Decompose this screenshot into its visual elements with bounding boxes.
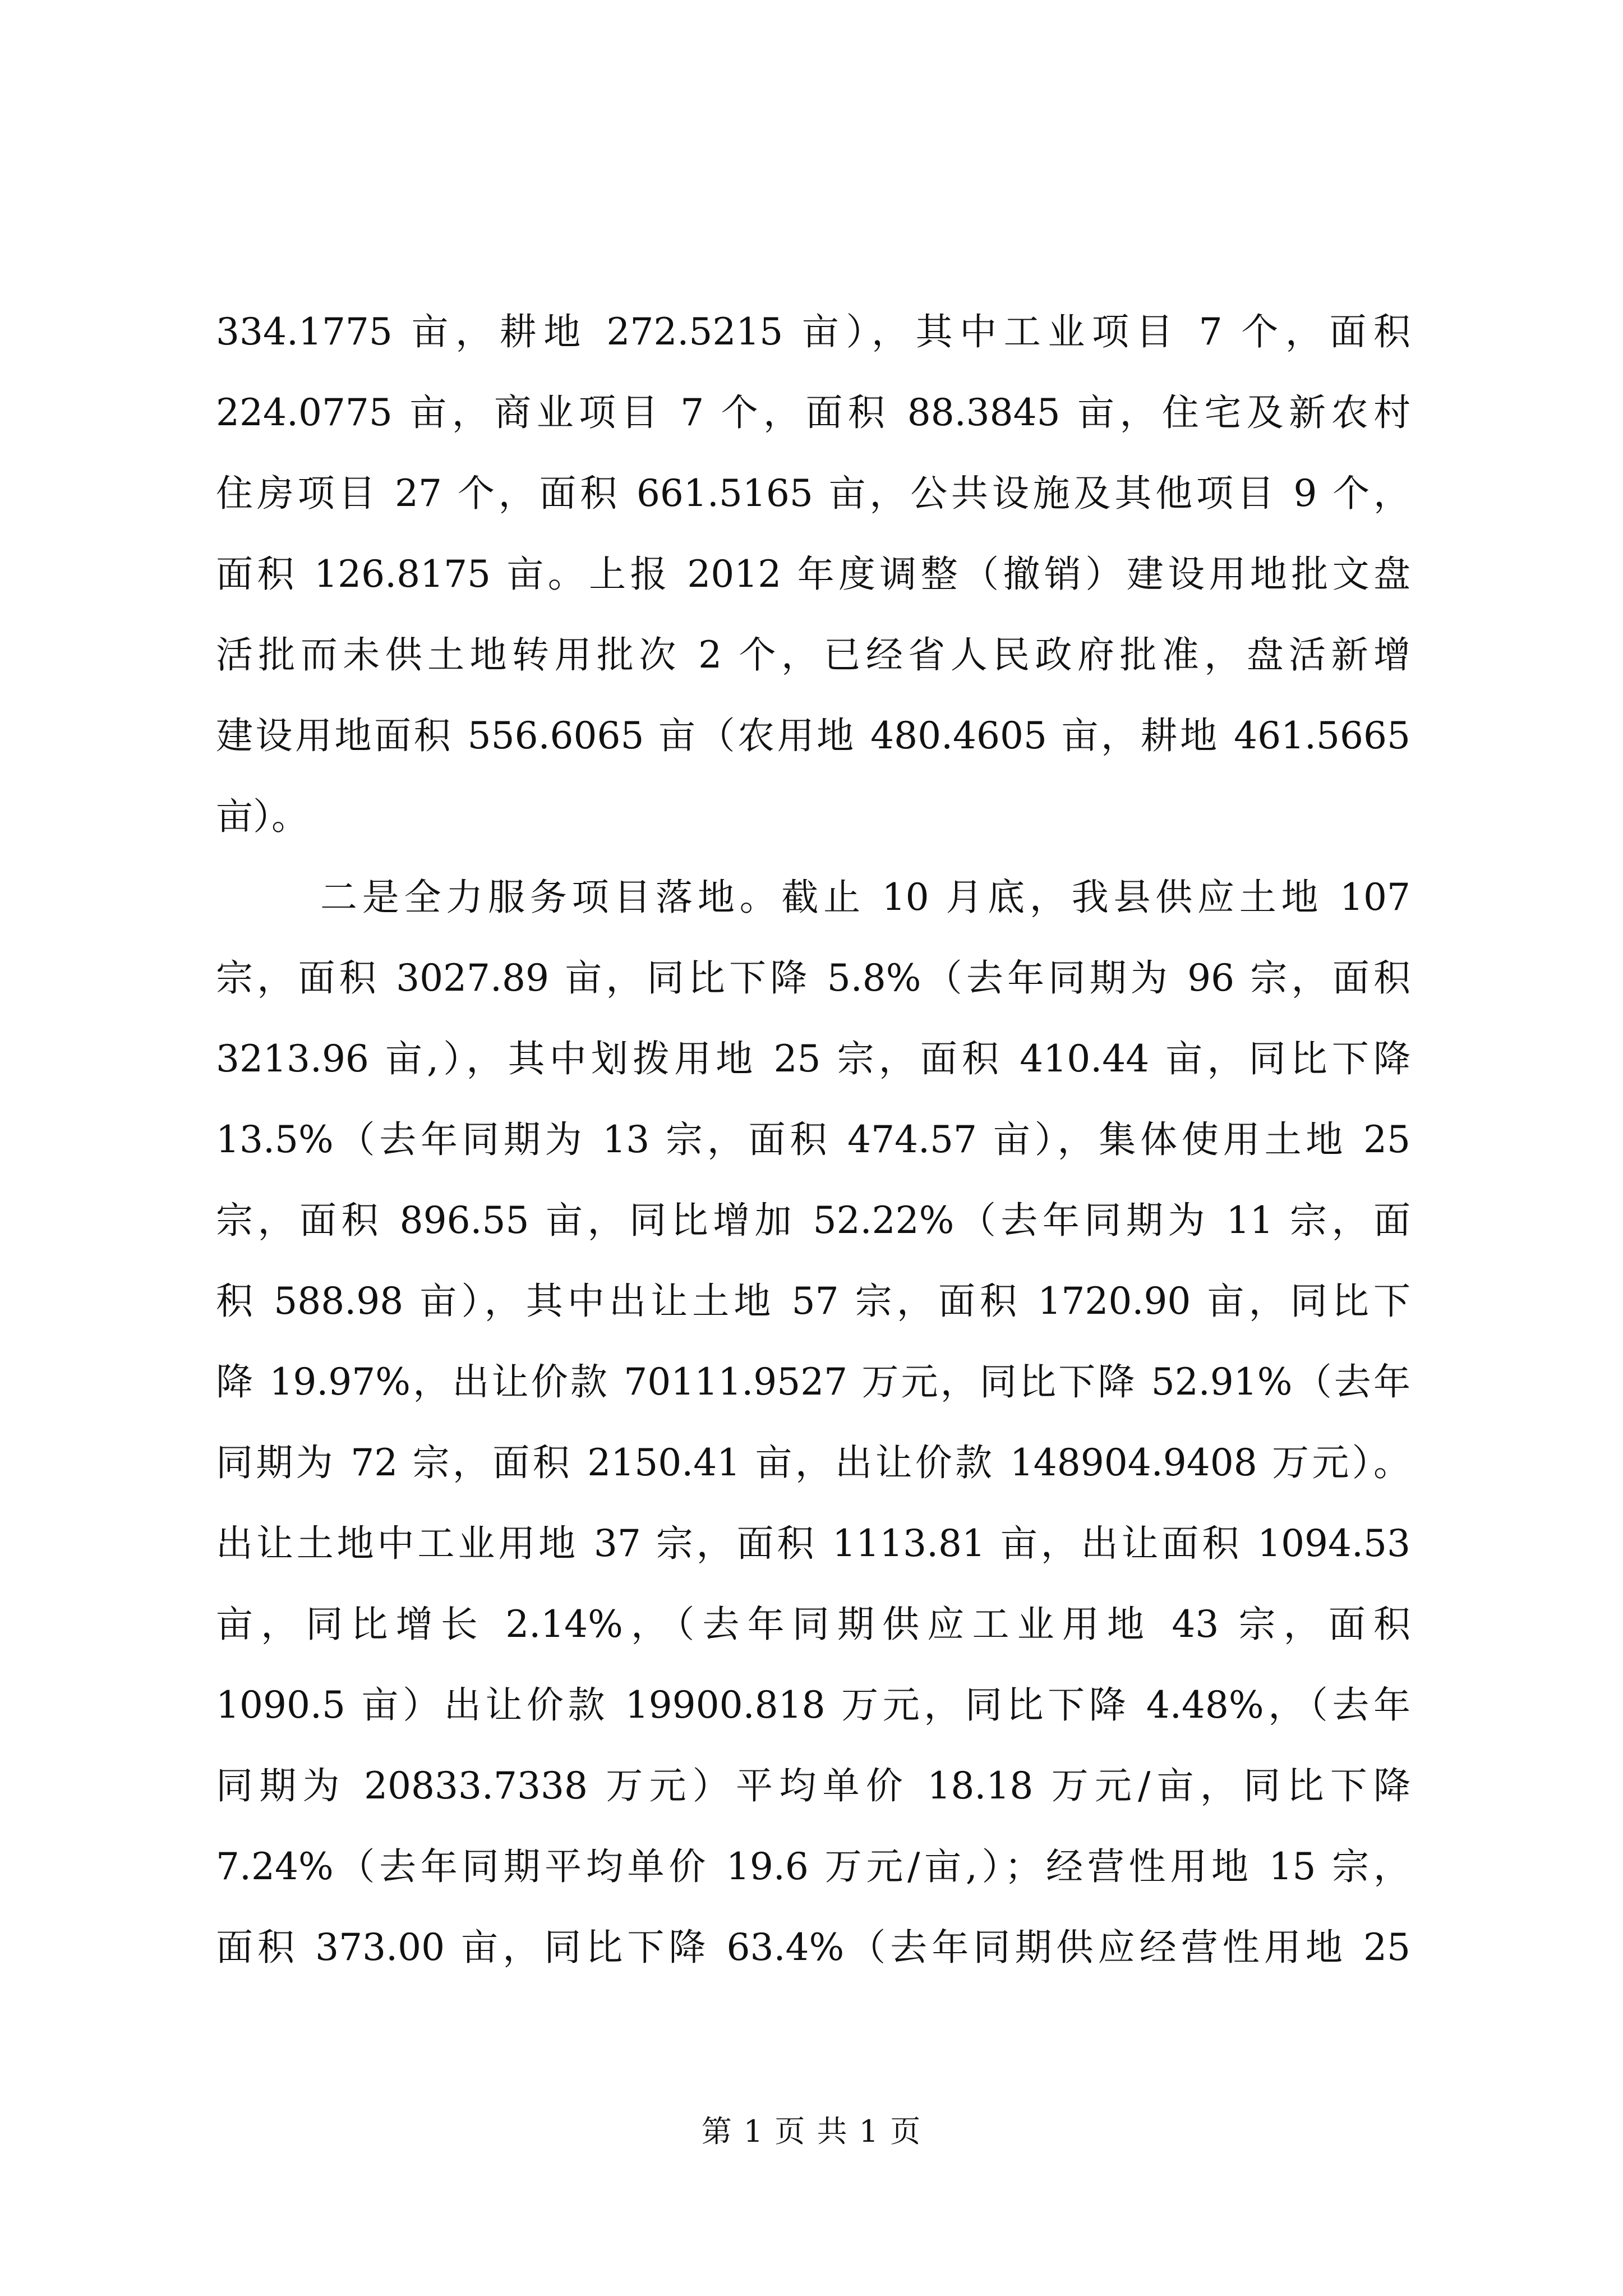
text-line: 宗，面积 896.55 亩，同比增加 52.22%（去年同期为 11 宗，面 bbox=[216, 1199, 1410, 1242]
body-text bbox=[216, 292, 1410, 1988]
text-line: 活批而未供土地转用批次 2 个，已经省人民政府批准，盘活新增 bbox=[216, 633, 1410, 677]
text-line: 降 19.97%，出让价款 70111.9527 万元，同比下降 52.91%（去年 bbox=[216, 1360, 1410, 1404]
text-line: 同期为 72 宗，面积 2150.41 亩，出让价款 148904.9408 万元）。 bbox=[216, 1441, 1410, 1484]
text-line: 1090.5 亩）出让价款 19900.818 万元，同比下降 4.48%，（去年 bbox=[216, 1683, 1410, 1727]
text-line: 亩）。 bbox=[216, 795, 308, 838]
paragraph-start-line: 二是全力服务项目落地。截止 10 月底，我县供应土地 107 bbox=[320, 876, 1410, 919]
text-line: 住房项目 27 个，面积 661.5165 亩，公共设施及其他项目 9 个， bbox=[216, 472, 1410, 515]
text-line: 334.1775 亩，耕地 272.5215 亩），其中工业项目 7 个，面积 bbox=[216, 310, 1410, 353]
text-line: 3213.96 亩,），其中划拨用地 25 宗，面积 410.44 亩，同比下降 bbox=[216, 1037, 1410, 1080]
text-line: 积 588.98 亩），其中出让土地 57 宗，面积 1720.90 亩，同比下 bbox=[216, 1280, 1410, 1323]
text-line: 宗，面积 3027.89 亩，同比下降 5.8%（去年同期为 96 宗，面积 bbox=[216, 956, 1410, 1000]
text-line: 同期为 20833.7338 万元）平均单价 18.18 万元/亩，同比下降 bbox=[216, 1764, 1410, 1807]
text-line: 面积 126.8175 亩。上报 2012 年度调整（撤销）建设用地批文盘 bbox=[216, 553, 1410, 596]
text-line: 面积 373.00 亩，同比下降 63.4%（去年同期供应经营性用地 25 bbox=[216, 1926, 1410, 1969]
text-line: 13.5%（去年同期为 13 宗，面积 474.57 亩），集体使用土地 25 bbox=[216, 1118, 1410, 1161]
text-line: 7.24%（去年同期平均单价 19.6 万元/亩,）；经营性用地 15 宗， bbox=[216, 1845, 1410, 1888]
text-line: 建设用地面积 556.6065 亩（农用地 480.4605 亩，耕地 461.5665 bbox=[216, 714, 1410, 757]
text-line: 出让土地中工业用地 37 宗，面积 1113.81 亩，出让面积 1094.53 bbox=[216, 1522, 1410, 1565]
page-footer: 第 1 页 共 1 页 bbox=[701, 2114, 922, 2149]
text-line: 亩，同比增长 2.14%，（去年同期供应工业用地 43 宗，面积 bbox=[216, 1603, 1410, 1646]
text-line: 224.0775 亩，商业项目 7 个，面积 88.3845 亩，住宅及新农村 bbox=[216, 391, 1410, 434]
